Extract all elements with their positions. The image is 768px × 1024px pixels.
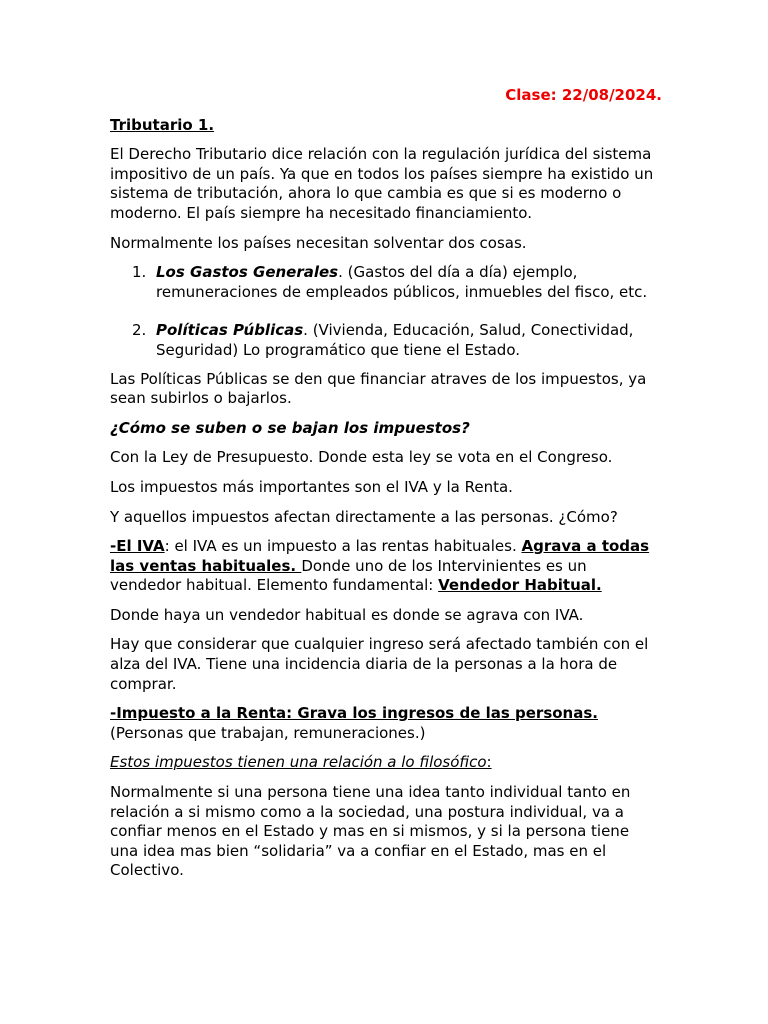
- class-date: Clase: 22/08/2024.: [505, 86, 662, 104]
- list-item-title: Los Gastos Generales: [156, 263, 339, 282]
- needs-paragraph: Normalmente los países necesitan solventar dos cosas.: [110, 233, 527, 252]
- afectan-paragraph: Y aquellos impuestos afectan directamente a las personas. ¿Cómo?: [110, 507, 618, 526]
- iva-label: -El IVA: [110, 537, 165, 556]
- list-number: 1.: [132, 263, 147, 282]
- iva-emphasis: Agrava a todas las ventas habituales.: [110, 537, 650, 575]
- question-heading: ¿Cómo se suben o se bajan los impuestos?: [110, 418, 470, 437]
- ingreso-paragraph: Hay que considerar que cualquier ingreso será afectado también con el alza del IVA. Tiene una incidencia diaria de la personas a la hora de comprar.: [110, 635, 649, 693]
- list-number: 2.: [132, 321, 147, 340]
- filosofico-paragraph: [110, 753, 662, 773]
- iva-text-2: Donde uno de los Intervinientes es un vendedor habitual. Elemento fundamental:: [110, 556, 587, 595]
- list-item-politicas: [110, 321, 662, 360]
- postura-paragraph: Normalmente si una persona tiene una idea tanto individual tanto en relación a si mismo como a la sociedad, una postura individual, va a confiar menos en el Estado y mas en si mismos, y si la persona tiene una idea mas bien “solidaria” va a confiar en el Estado, mas en el Colectivo.: [110, 783, 631, 880]
- document-body: [110, 86, 662, 891]
- iva-paragraph: [110, 537, 662, 596]
- list-item-gastos: [110, 263, 662, 302]
- politicas-paragraph: Las Políticas Públicas se den que financiar atraves de los impuestos, ya sean subirlos o bajarlos.: [110, 369, 647, 408]
- document-title: Tributario 1.: [110, 115, 215, 134]
- iva-text: : el IVA es un impuesto a las rentas habituales.: [164, 537, 522, 556]
- vendedor-paragraph: Donde haya un vendedor habitual es donde se agrava con IVA.: [110, 605, 584, 624]
- iva-key-element: Vendedor Habitual.: [438, 576, 602, 595]
- renta-paragraph: [110, 704, 662, 743]
- list-item-title: Políticas Públicas: [156, 321, 304, 340]
- list-item-text: . (Gastos del día a día) ejemplo, remuneraciones de empleados públicos, inmuebles del fisco, etc.: [156, 263, 648, 301]
- renta-label: -Impuesto a la Renta: Grava los ingresos de las personas.: [110, 704, 598, 723]
- intro-paragraph: El Derecho Tributario dice relación con la regulación jurídica del sistema impositivo de un país. Ya que en todos los países siempre ha existido un sistema de tributación, ahora lo que cambia es que si es moderno o moderno. El país siempre ha necesitado financiamiento.: [110, 145, 654, 222]
- impuestos-paragraph: Los impuestos más importantes son el IVA y la Renta.: [110, 477, 513, 496]
- renta-text: (Personas que trabajan, remuneraciones.): [110, 723, 426, 742]
- list-item-text: . (Vivienda, Educación, Salud, Conectividad, Seguridad) Lo programático que tiene el Estado.: [156, 321, 634, 359]
- filosofico-colon: :: [486, 753, 492, 772]
- ley-paragraph: Con la Ley de Presupuesto. Donde esta ley se vota en el Congreso.: [110, 448, 613, 467]
- filosofico-text: Estos impuestos tienen una relación a lo filosófico: [110, 753, 487, 772]
